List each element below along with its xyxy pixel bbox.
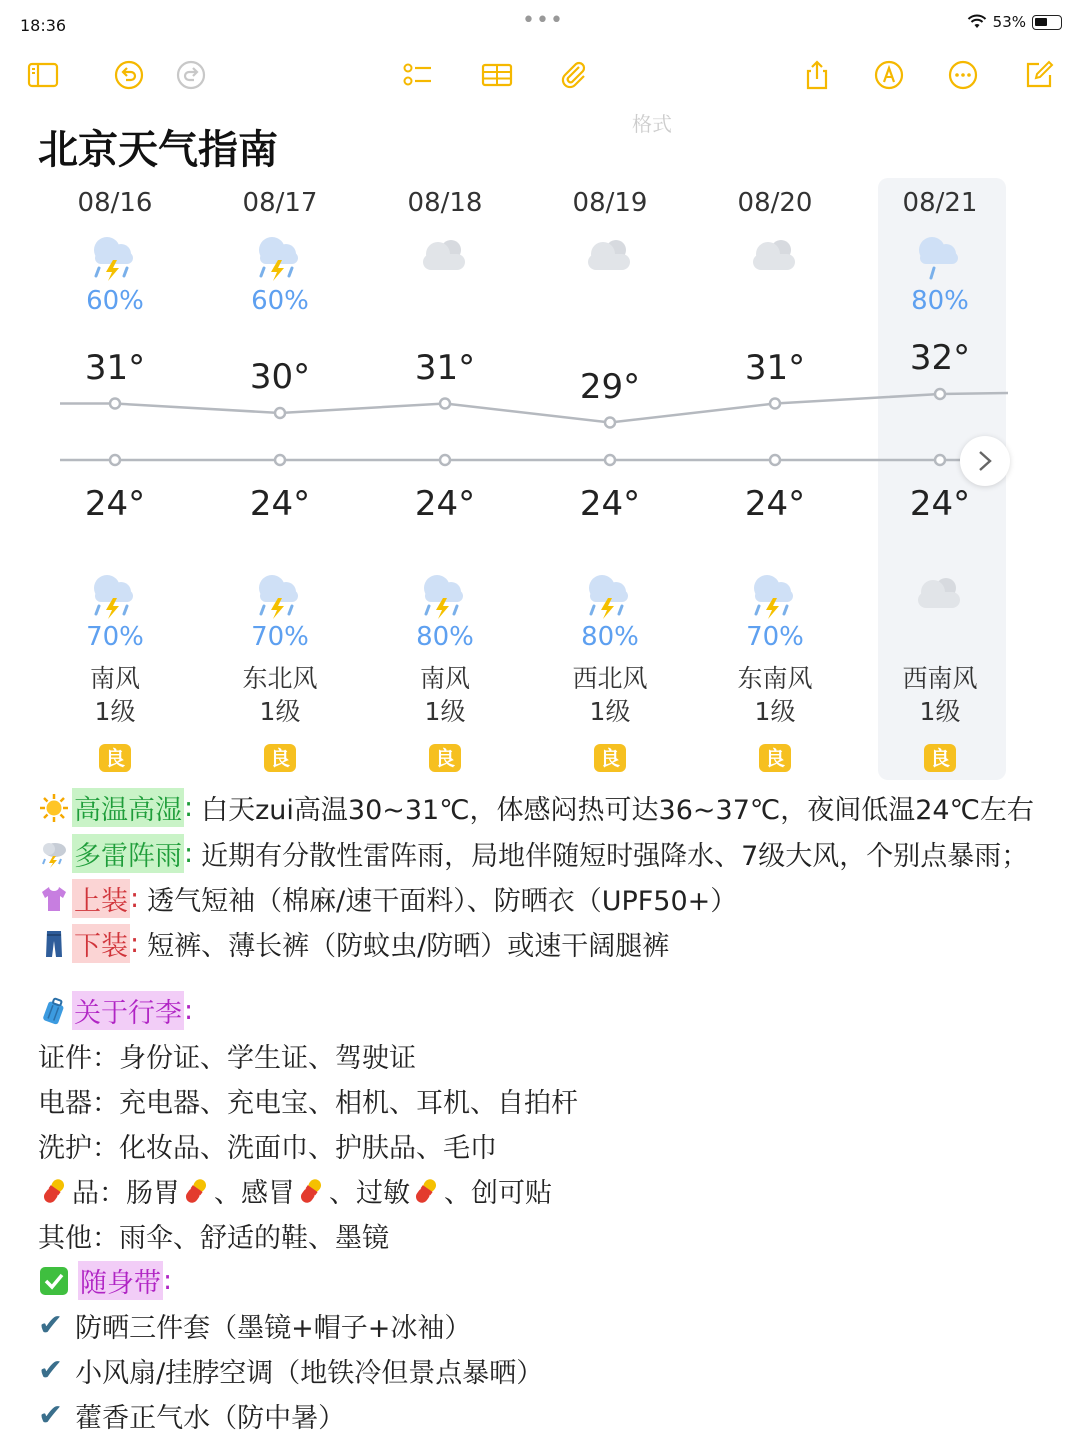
- thunder-shower-icon: [83, 568, 147, 620]
- tip-line: 下装 : 短裤、薄长裤（防蚊虫/防晒）或速干阔腿裤: [38, 924, 669, 963]
- precip-chance-night: 70%: [251, 622, 309, 652]
- wind-direction: 西南风: [902, 664, 978, 693]
- sun-icon: [38, 792, 70, 824]
- chevron-right-icon: [975, 449, 995, 473]
- wifi-icon: [967, 14, 987, 30]
- checkmark-icon: ✔: [38, 1353, 64, 1388]
- wind-level: 1级: [919, 697, 961, 726]
- high-temp-label: 31°: [84, 347, 146, 388]
- redo-icon[interactable]: [174, 58, 208, 92]
- carry-item: ✔ 藿香正气水（防中暑）: [38, 1398, 346, 1434]
- medicine-item: 创可贴: [471, 1178, 552, 1209]
- tip-line: 多雷阵雨 : 近期有分散性雷阵雨，局地伴随短时强降水、7级大风，个别点暴雨；: [38, 834, 1028, 873]
- low-temp-label: 24°: [84, 484, 146, 524]
- wind-direction: 东南风: [737, 664, 813, 693]
- luggage-item: 电器：充电器、充电宝、相机、耳机、自拍杆: [38, 1088, 578, 1119]
- high-temp-label: 32°: [909, 338, 971, 378]
- carry-item: ✔ 小风扇/挂脖空调（地铁冷但景点暴晒）: [38, 1353, 544, 1389]
- pill-icon: [410, 1175, 442, 1207]
- thunder-shower-icon: [83, 230, 147, 282]
- forecast-widget: [30, 178, 1030, 780]
- forecast-date: 08/18: [407, 188, 483, 218]
- medicine-line: 品： 肠胃 、 感冒 、 过敏 、 创可贴: [38, 1171, 552, 1210]
- luggage-item: 其他：雨伞、舒适的鞋、墨镜: [38, 1223, 389, 1254]
- luggage-heading-label: 关于行李: [72, 991, 184, 1030]
- share-icon[interactable]: [800, 58, 834, 92]
- medicine-item: 感冒: [241, 1178, 295, 1209]
- aqi-badge: 良: [759, 744, 791, 772]
- compose-icon[interactable]: [1022, 58, 1056, 92]
- high-temp-label: 29°: [579, 366, 641, 407]
- tshirt-icon: [38, 883, 70, 915]
- table-icon[interactable]: [480, 58, 514, 92]
- low-temp-label: 24°: [414, 484, 476, 524]
- thunder-shower-icon: [248, 568, 312, 620]
- pill-icon: [38, 1175, 70, 1207]
- clock: 18:36: [20, 16, 67, 35]
- high-temp-label: 31°: [744, 347, 806, 388]
- checkmark-icon: ✔: [38, 1398, 64, 1433]
- carry-heading-label: 随身带: [78, 1261, 163, 1300]
- forecast-date: 08/21: [902, 188, 978, 218]
- note-title[interactable]: 北京天气指南: [38, 127, 278, 173]
- cloudy-icon: [578, 230, 642, 282]
- tip-line: 高温高湿 : 白天zui高温30~31℃，体感闷热可达36~37℃，夜间低温24℃左右: [38, 788, 1034, 827]
- checkmark-icon: ✔: [38, 1308, 64, 1343]
- check-box-icon: [38, 1265, 70, 1297]
- forecast-day[interactable]: [550, 178, 670, 780]
- wind-info: [385, 662, 505, 728]
- cloudy-icon: [413, 230, 477, 282]
- cloudy-icon: [743, 230, 807, 282]
- format-button[interactable]: 格式: [632, 112, 672, 136]
- luggage-item: 洗护：化妆品、洗面巾、护肤品、毛巾: [38, 1133, 497, 1164]
- tip-text: 透气短袖（棉麻/速干面料）、防晒衣（UPF50+）: [147, 886, 738, 917]
- aqi-badge: 良: [594, 744, 626, 772]
- carry-heading: 随身带 :: [38, 1261, 172, 1300]
- sidebar-toggle-icon[interactable]: [26, 58, 60, 92]
- precip-chance-night: 80%: [581, 622, 639, 652]
- high-temp-label: 30°: [249, 357, 311, 397]
- more-icon[interactable]: [946, 58, 980, 92]
- pill-icon: [180, 1175, 212, 1207]
- aqi-badge: 良: [924, 744, 956, 772]
- checklist-icon[interactable]: [400, 58, 434, 92]
- wind-info: [880, 662, 1000, 728]
- wind-direction: 南风: [419, 664, 470, 693]
- aqi-badge: 良: [99, 744, 131, 772]
- forecast-date: 08/19: [572, 188, 648, 218]
- low-temp-label: 24°: [579, 484, 641, 524]
- luggage-heading: 关于行李 :: [38, 991, 193, 1030]
- aqi-badge: 良: [264, 744, 296, 772]
- forecast-date: 08/17: [242, 188, 318, 218]
- forecast-date: 08/20: [737, 188, 813, 218]
- wind-level: 1级: [94, 697, 136, 726]
- wind-direction: 西北风: [572, 664, 648, 693]
- multitask-dots[interactable]: •••: [522, 8, 564, 33]
- thunderstorm-icon: [38, 838, 70, 870]
- low-temp-label: 24°: [744, 484, 806, 524]
- precip-chance-day: 80%: [911, 286, 969, 316]
- wind-direction: 东北风: [242, 664, 318, 693]
- tip-label: 下装: [72, 924, 130, 963]
- wind-direction: 南风: [89, 664, 140, 693]
- pill-icon: [295, 1175, 327, 1207]
- precip-chance-night: 70%: [86, 622, 144, 652]
- cloudy-icon: [908, 568, 972, 620]
- tip-label: 高温高湿: [72, 788, 184, 827]
- thunder-shower-icon: [578, 568, 642, 620]
- wind-info: [55, 662, 175, 728]
- aqi-badge: 良: [429, 744, 461, 772]
- forecast-date: 08/16: [77, 188, 153, 218]
- thunder-shower-icon: [248, 230, 312, 282]
- battery-icon: [1032, 15, 1062, 30]
- markup-icon[interactable]: [872, 58, 906, 92]
- tip-line: 上装 : 透气短袖（棉麻/速干面料）、防晒衣（UPF50+）: [38, 879, 737, 918]
- low-temp-label: 24°: [249, 484, 311, 524]
- wind-level: 1级: [754, 697, 796, 726]
- tip-label: 多雷阵雨: [72, 834, 184, 873]
- precip-chance-day: 60%: [251, 286, 309, 316]
- attachment-icon[interactable]: [556, 58, 590, 92]
- wind-info: [220, 662, 340, 728]
- tip-text: 短裤、薄长裤（防蚊虫/防晒）或速干阔腿裤: [147, 931, 670, 962]
- wind-level: 1级: [424, 697, 466, 726]
- medicine-item: 肠胃: [126, 1178, 180, 1209]
- wind-level: 1级: [589, 697, 631, 726]
- high-temp-label: 31°: [414, 347, 476, 388]
- notes-toolbar: [0, 48, 1080, 136]
- forecast-day[interactable]: [55, 178, 175, 780]
- carry-item: ✔ 防晒三件套（墨镜+帽子+冰袖）: [38, 1308, 472, 1344]
- luggage-icon: [38, 995, 70, 1027]
- forecast-day[interactable]: [385, 178, 505, 780]
- tip-text: 近期有分散性雷阵雨，局地伴随短时强降水、7级大风，个别点暴雨；: [201, 841, 1029, 872]
- thunder-shower-icon: [413, 568, 477, 620]
- precip-chance-night: 80%: [416, 622, 474, 652]
- forecast-day[interactable]: [220, 178, 340, 780]
- wind-level: 1级: [259, 697, 301, 726]
- medicine-item: 过敏: [356, 1178, 410, 1209]
- jeans-icon: [38, 928, 70, 960]
- forecast-day[interactable]: [715, 178, 835, 780]
- battery-percent: 53%: [992, 13, 1026, 31]
- precip-chance-day: 60%: [86, 286, 144, 316]
- status-right: [967, 13, 1062, 31]
- thunder-shower-icon: [743, 568, 807, 620]
- wind-info: [550, 662, 670, 728]
- undo-icon[interactable]: [112, 58, 146, 92]
- tip-text: 白天zui高温30~31℃，体感闷热可达36~37℃，夜间低温24℃左右: [201, 795, 1034, 826]
- rain-icon: [908, 230, 972, 282]
- next-days-button[interactable]: [960, 436, 1010, 486]
- precip-chance-night: 70%: [746, 622, 804, 652]
- wind-info: [715, 662, 835, 728]
- tip-label: 上装: [72, 879, 130, 918]
- luggage-item: 证件：身份证、学生证、驾驶证: [38, 1043, 416, 1074]
- status-bar: [0, 0, 1080, 48]
- low-temp-label: 24°: [909, 484, 971, 524]
- high-temp-line: [60, 393, 1008, 423]
